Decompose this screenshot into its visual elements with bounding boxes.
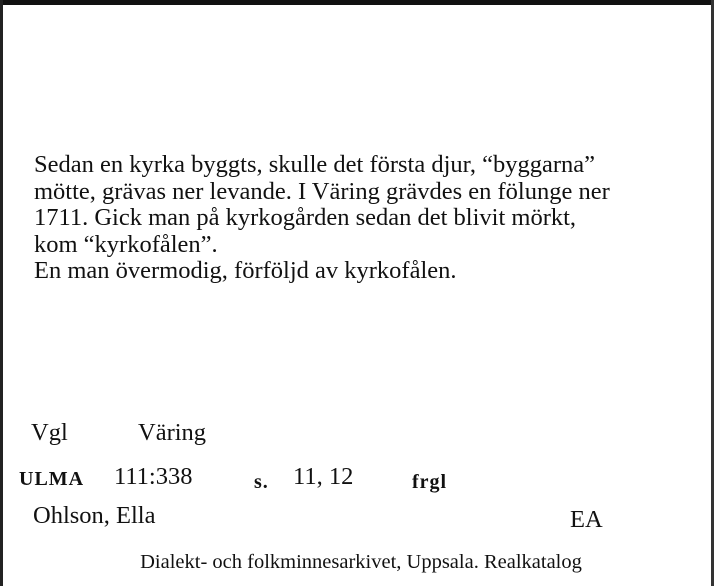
card-left-border	[0, 0, 3, 586]
body-line: 1711. Gick man på kyrkogården sedan det blivit mörkt,	[34, 204, 577, 231]
card-body-text	[34, 152, 694, 285]
page-label: s.	[254, 471, 269, 493]
body-line: Sedan en kyrka byggts, skulle det första djur, “byggarna”	[34, 151, 595, 178]
archive-label: ULMA	[19, 468, 85, 490]
body-line: mötte, grävas ner levande. I Väring grävdes en fölunge ner	[34, 177, 610, 205]
category-label: frgl	[412, 471, 448, 493]
card-right-border	[711, 0, 714, 586]
province-label: Vgl	[31, 419, 68, 446]
body-line: En man övermodig, förföljd av kyrkofålen.	[34, 257, 457, 284]
collector-initials: EA	[570, 506, 603, 533]
archive-footer: Dialekt- och folkminnesarkivet, Uppsala. Realkatalog	[140, 551, 582, 573]
archive-number: 111:338	[114, 463, 193, 490]
informant-name: Ohlson, Ella	[33, 502, 156, 529]
body-line: kom “kyrkofålen”.	[34, 230, 218, 258]
parish-label: Väring	[138, 419, 207, 446]
page-numbers: 11, 12	[293, 463, 354, 490]
card-top-border	[0, 0, 712, 5]
